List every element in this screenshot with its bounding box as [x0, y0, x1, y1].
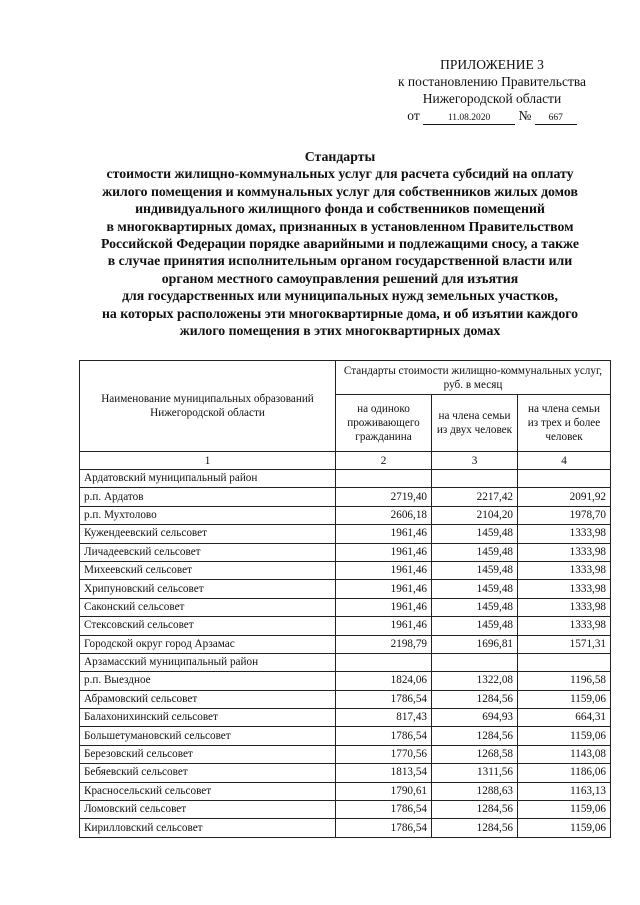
title-line: жилого помещения в этих многоквартирных домах	[179, 323, 501, 339]
column-number: 3	[432, 452, 518, 470]
table-row	[80, 635, 611, 653]
table-row	[80, 543, 611, 561]
title-heading: Стандарты	[304, 149, 376, 164]
table-row	[80, 653, 611, 671]
document-title	[60, 148, 620, 339]
municipality-name: Большетумановский сельсовет	[80, 727, 336, 745]
value-single-person: 817,43	[336, 709, 432, 727]
value-three-plus-family: 1571,31	[518, 635, 611, 653]
value-single-person: 2198,79	[336, 635, 432, 653]
value-three-plus-family: 1163,13	[518, 782, 611, 800]
table-row	[80, 764, 611, 782]
appendix-block	[372, 56, 612, 125]
value-two-person-family: 1284,56	[432, 727, 518, 745]
value-single-person: 1786,54	[336, 690, 432, 708]
table-row	[80, 801, 611, 819]
value-three-plus-family: 1333,98	[518, 525, 611, 543]
title-line: индивидуального жилищного фонда и собственников помещений	[135, 201, 545, 217]
value-two-person-family: 1322,08	[432, 672, 518, 690]
table-row	[80, 506, 611, 524]
value-three-plus-family: 1333,98	[518, 543, 611, 561]
value-single-person: 1961,46	[336, 580, 432, 598]
header-municipality: Наименование муниципальных образований Нижегородской области	[80, 361, 336, 452]
value-two-person-family: 1459,48	[432, 580, 518, 598]
municipality-name: Ломовский сельсовет	[80, 801, 336, 819]
table-row	[80, 470, 611, 488]
municipality-name: р.п. Ардатов	[80, 488, 336, 506]
value-single-person: 1961,46	[336, 543, 432, 561]
municipality-name: Ардатовский муниципальный район	[80, 470, 336, 488]
table-row	[80, 617, 611, 635]
value-three-plus-family: 1333,98	[518, 598, 611, 616]
title-line: для государственных или муниципальных нужд земельных участков,	[122, 288, 558, 304]
municipality-name: Личадеевский сельсовет	[80, 543, 336, 561]
appendix-line-1: к постановлению Правительства	[397, 74, 587, 89]
value-two-person-family: 1459,48	[432, 598, 518, 616]
value-single-person: 1961,46	[336, 617, 432, 635]
value-two-person-family: 1284,56	[432, 819, 518, 837]
value-three-plus-family: 1159,06	[518, 690, 611, 708]
from-label: от	[407, 108, 420, 123]
title-line: органом местного самоуправления решений для изъятия	[161, 270, 519, 286]
table-row	[80, 525, 611, 543]
value-two-person-family	[432, 470, 518, 488]
value-three-plus-family: 664,31	[518, 709, 611, 727]
table-row	[80, 690, 611, 708]
municipality-name: Городской округ город Арзамас	[80, 635, 336, 653]
value-single-person: 1790,61	[336, 782, 432, 800]
municipality-name: Абрамовский сельсовет	[80, 690, 336, 708]
municipality-name: Михеевский сельсовет	[80, 561, 336, 579]
header-single-person: на одиноко проживающего гражданина	[336, 395, 432, 452]
value-two-person-family: 1288,63	[432, 782, 518, 800]
municipality-name: Кужендеевский сельсовет	[80, 525, 336, 543]
value-three-plus-family: 1196,58	[518, 672, 611, 690]
value-three-plus-family: 1159,06	[518, 801, 611, 819]
value-three-plus-family: 1333,98	[518, 561, 611, 579]
table-row	[80, 782, 611, 800]
table-body	[80, 470, 611, 838]
appendix-date-line	[372, 107, 612, 125]
value-three-plus-family: 1333,98	[518, 580, 611, 598]
value-two-person-family: 1311,56	[432, 764, 518, 782]
table-row	[80, 561, 611, 579]
title-line: стоимости жилищно-коммунальных услуг для расчета субсидий на оплату	[106, 166, 574, 182]
decree-date: 11.08.2020	[423, 113, 515, 125]
value-three-plus-family: 1143,08	[518, 745, 611, 763]
municipality-name: р.п. Выездное	[80, 672, 336, 690]
standards-table	[79, 360, 611, 838]
value-single-person: 1770,56	[336, 745, 432, 763]
header-three-plus-family: на члена семьи из трех и более человек	[518, 395, 611, 452]
table-row	[80, 819, 611, 837]
municipality-name: Саконский сельсовет	[80, 598, 336, 616]
appendix-title: ПРИЛОЖЕНИЕ 3	[440, 57, 544, 72]
column-number: 1	[80, 452, 336, 470]
header-standards-group: Стандарты стоимости жилищно-коммунальных услуг, руб. в месяц	[336, 361, 611, 395]
value-single-person: 1961,46	[336, 561, 432, 579]
decree-number: 667	[535, 113, 577, 125]
title-line: в многоквартирных домах, признанных в установленном Правительством	[106, 218, 574, 234]
value-two-person-family: 1284,56	[432, 690, 518, 708]
municipality-name: Хрипуновский сельсовет	[80, 580, 336, 598]
value-three-plus-family	[518, 653, 611, 671]
value-two-person-family: 1459,48	[432, 525, 518, 543]
value-single-person: 1813,54	[336, 764, 432, 782]
title-line: в случае принятия исполнительным органом государственной власти или	[107, 253, 573, 269]
value-two-person-family: 2104,20	[432, 506, 518, 524]
municipality-name: р.п. Мухтолово	[80, 506, 336, 524]
value-single-person: 1786,54	[336, 727, 432, 745]
table-row	[80, 745, 611, 763]
value-three-plus-family: 1978,70	[518, 506, 611, 524]
municipality-name: Кирилловский сельсовет	[80, 819, 336, 837]
value-two-person-family	[432, 653, 518, 671]
value-two-person-family: 1696,81	[432, 635, 518, 653]
number-label: №	[518, 108, 532, 123]
municipality-name: Бебяевский сельсовет	[80, 764, 336, 782]
municipality-name: Арзамасский муниципальный район	[80, 653, 336, 671]
value-single-person: 1961,46	[336, 598, 432, 616]
column-number: 2	[336, 452, 432, 470]
value-single-person: 2719,40	[336, 488, 432, 506]
value-two-person-family: 694,93	[432, 709, 518, 727]
title-line: на которых расположены эти многоквартирные дома, и об изъятии каждого	[101, 305, 579, 321]
value-three-plus-family: 1159,06	[518, 819, 611, 837]
table-row	[80, 709, 611, 727]
appendix-line-2: Нижегородской области	[422, 91, 562, 106]
value-two-person-family: 2217,42	[432, 488, 518, 506]
title-line: Российской Федерации порядке аварийными и подлежащими сносу, а также	[101, 236, 579, 252]
value-single-person	[336, 653, 432, 671]
value-two-person-family: 1268,58	[432, 745, 518, 763]
table-row	[80, 580, 611, 598]
municipality-name: Красносельский сельсовет	[80, 782, 336, 800]
table-row	[80, 488, 611, 506]
value-single-person: 1824,06	[336, 672, 432, 690]
value-single-person	[336, 470, 432, 488]
value-three-plus-family: 1159,06	[518, 727, 611, 745]
table-row	[80, 598, 611, 616]
value-single-person: 2606,18	[336, 506, 432, 524]
header-two-person-family: на члена семьи из двух человек	[432, 395, 518, 452]
title-line: жилого помещения и коммунальных услуг для собственников жилых домов	[102, 183, 578, 199]
value-two-person-family: 1459,48	[432, 543, 518, 561]
value-two-person-family: 1459,48	[432, 561, 518, 579]
value-three-plus-family: 1333,98	[518, 617, 611, 635]
value-three-plus-family: 2091,92	[518, 488, 611, 506]
value-single-person: 1786,54	[336, 819, 432, 837]
column-number: 4	[518, 452, 611, 470]
municipality-name: Балахонихинский сельсовет	[80, 709, 336, 727]
value-two-person-family: 1459,48	[432, 617, 518, 635]
table-row	[80, 727, 611, 745]
value-three-plus-family	[518, 470, 611, 488]
municipality-name: Стексовский сельсовет	[80, 617, 336, 635]
value-two-person-family: 1284,56	[432, 801, 518, 819]
table-row	[80, 672, 611, 690]
value-single-person: 1961,46	[336, 525, 432, 543]
value-single-person: 1786,54	[336, 801, 432, 819]
municipality-name: Березовский сельсовет	[80, 745, 336, 763]
value-three-plus-family: 1186,06	[518, 764, 611, 782]
